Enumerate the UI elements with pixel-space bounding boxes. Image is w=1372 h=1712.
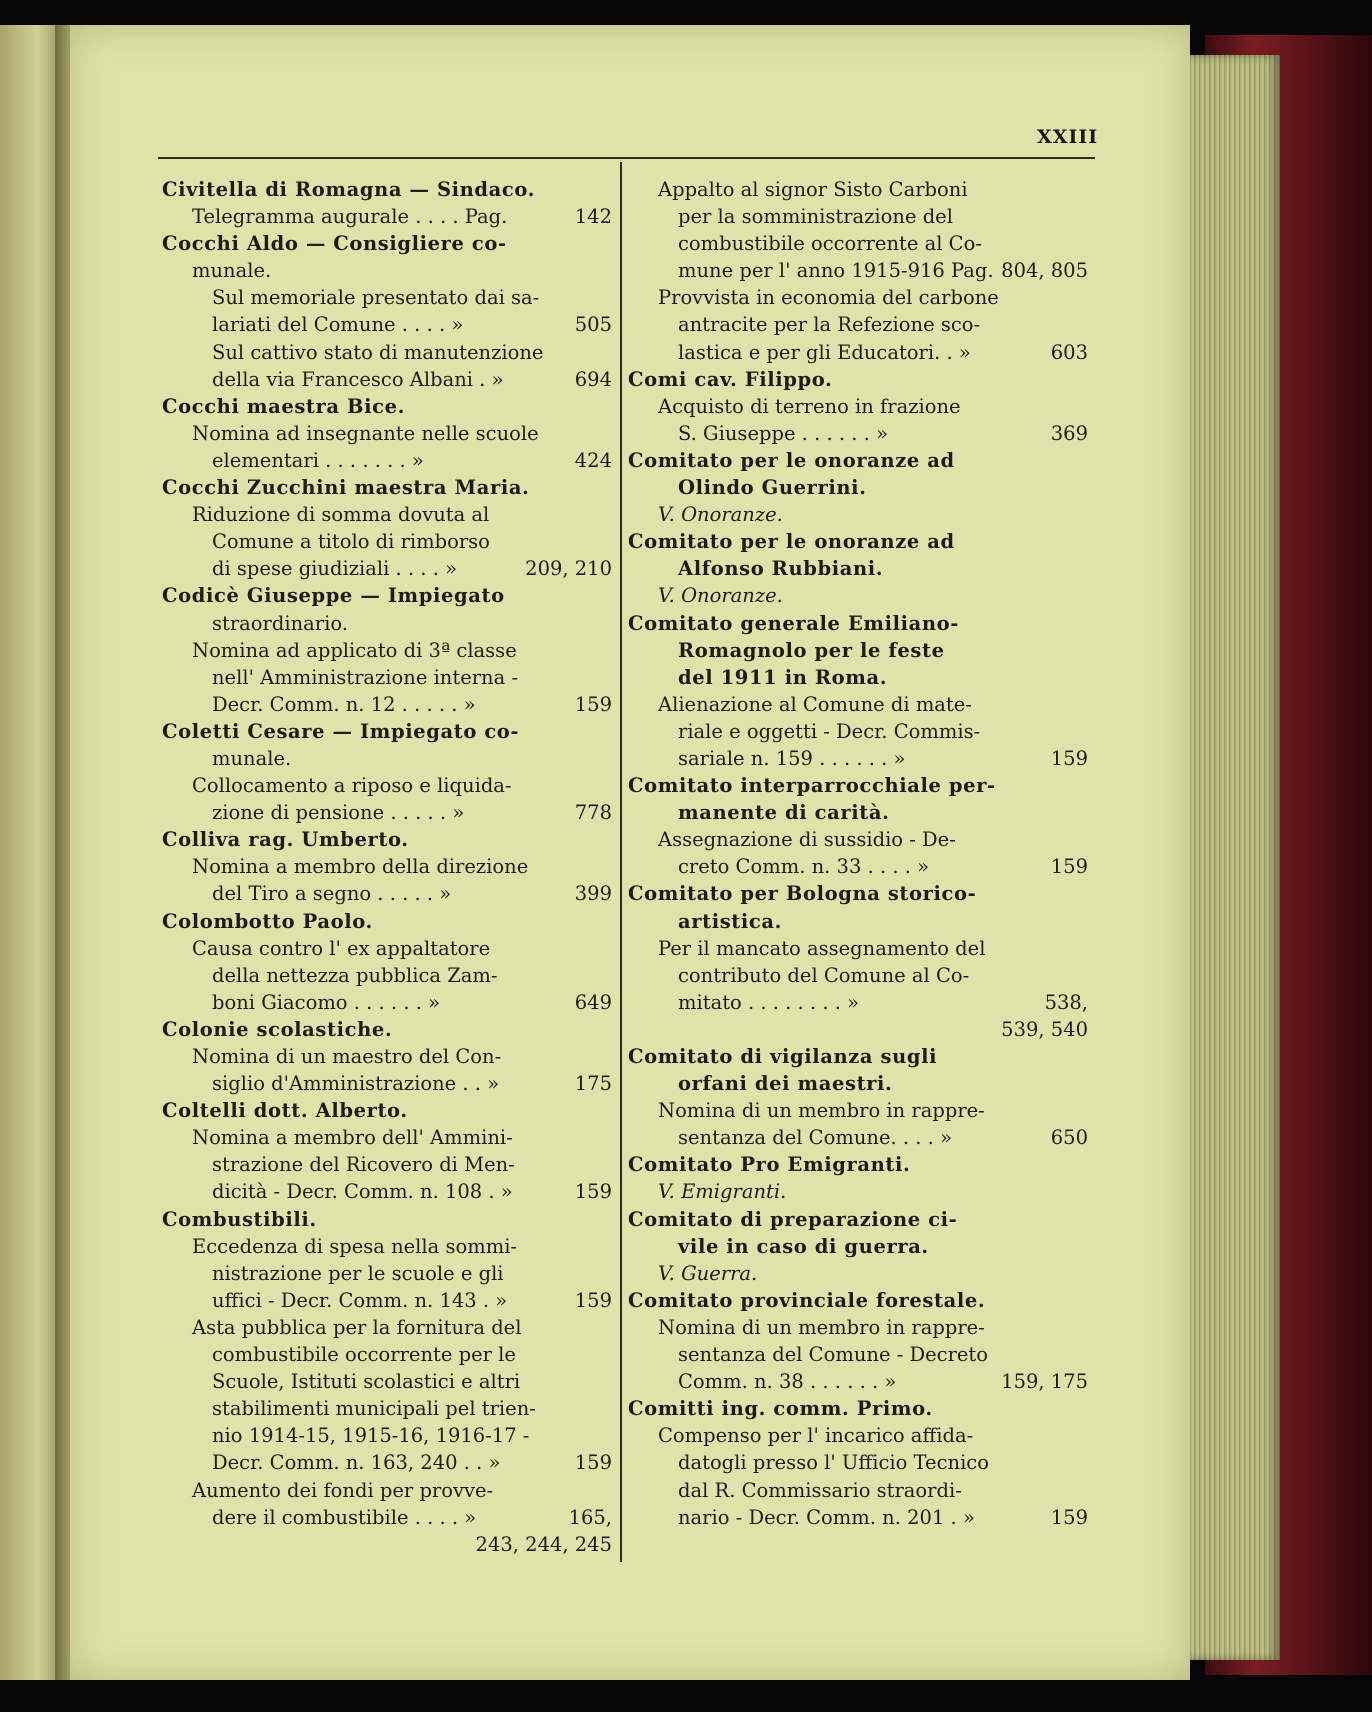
entry-text: della nettezza pubblica Zam-: [212, 963, 498, 987]
page-ref: 159: [1050, 746, 1088, 770]
entry-text: sentanza del Comune - Decreto: [678, 1343, 989, 1367]
entry-text: Colonie scolastiche.: [162, 1017, 393, 1041]
index-line: [628, 691, 1088, 718]
index-heading: [628, 1233, 1088, 1260]
index-heading: [162, 1206, 612, 1233]
page-number: XXIII: [1037, 126, 1099, 148]
entry-text: Asta pubblica per la fornitura del: [192, 1315, 522, 1339]
entry-text: Coletti Cesare — Impiegato co-: [162, 719, 520, 743]
page-ref: 165,: [568, 1505, 612, 1529]
entry-text: Comitato per le onoranze ad: [628, 448, 955, 472]
entry-text: Provvista in economia del carbone: [658, 286, 999, 310]
entry-text: Aumento dei fondi per provve-: [192, 1478, 494, 1502]
entry-text: zione di pensione . . . . . »: [212, 801, 465, 825]
page-ref: 159: [1050, 855, 1088, 879]
entry-text: sariale n. 159 . . . . . . »: [678, 746, 906, 770]
header-rule: [158, 157, 1095, 159]
index-line: [628, 1016, 1088, 1043]
index-heading: [162, 908, 612, 935]
entry-text: Acquisto di terreno in frazione: [658, 394, 961, 418]
index-line: [628, 1449, 1088, 1476]
entry-text: Sul cattivo stato di manutenzione: [212, 340, 544, 364]
index-heading: [162, 176, 612, 203]
index-line: [628, 393, 1088, 420]
index-heading: [162, 474, 612, 501]
index-line: [628, 1341, 1088, 1368]
index-line: [162, 1531, 612, 1558]
page-ref: 505: [574, 313, 612, 337]
index-heading: [628, 474, 1088, 501]
entry-text: riale e oggetti - Decr. Commis-: [678, 719, 981, 743]
entry-text: Coltelli dott. Alberto.: [162, 1099, 408, 1123]
entry-text: Decr. Comm. n. 163, 240 . . »: [212, 1451, 501, 1475]
index-line: [628, 1477, 1088, 1504]
entry-text: Olindo Guerrini.: [678, 476, 867, 500]
entry-text: Comitato di vigilanza sugli: [628, 1045, 938, 1068]
index-line: [628, 1368, 1088, 1395]
entry-text: V. Onoranze.: [658, 503, 783, 527]
page-ref: 159: [574, 692, 612, 716]
entry-text: combustibile occorrente al Co-: [678, 232, 982, 256]
index-line: [628, 311, 1088, 338]
entry-text: munale.: [192, 259, 272, 283]
index-line: [162, 339, 612, 366]
right-column: [628, 176, 1088, 1531]
index-line: [162, 1422, 612, 1449]
entry-text: nell' Amministrazione interna -: [212, 665, 519, 689]
entry-text: dere il combustibile . . . . »: [212, 1505, 477, 1529]
index-line: [628, 1097, 1088, 1124]
index-line: [162, 1449, 612, 1476]
entry-text: Appalto al signor Sisto Carboni: [658, 178, 968, 201]
entry-text: Comitato Pro Emigranti.: [628, 1153, 911, 1177]
entry-text: lariati del Comune . . . . »: [212, 313, 464, 337]
entry-text: Romagnolo per le feste: [678, 638, 945, 662]
index-line: [162, 447, 612, 474]
index-line: [162, 284, 612, 311]
index-heading: [628, 637, 1088, 664]
index-line: [628, 339, 1088, 366]
entry-text: Comitato interparrocchiale per-: [628, 774, 996, 798]
entry-text: V. Onoranze.: [658, 584, 783, 608]
entry-text: dicità - Decr. Comm. n. 108 . »: [212, 1180, 513, 1204]
index-line: [162, 1043, 612, 1070]
index-line: [628, 420, 1088, 447]
page-ref: 424: [574, 448, 612, 472]
index-heading: [628, 880, 1088, 907]
index-line: [628, 284, 1088, 311]
index-line: [162, 1070, 612, 1097]
entry-text: Nomina di un membro in rappre-: [658, 1315, 985, 1339]
page-ref: 159, 175: [1001, 1370, 1088, 1394]
index-heading: [162, 1016, 612, 1043]
entry-text: manente di carità.: [678, 801, 890, 825]
entry-text: nio 1914-15, 1915-16, 1916-17 -: [212, 1424, 530, 1448]
index-line: [628, 501, 1088, 528]
index-line: [628, 1178, 1088, 1205]
entry-text: Cocchi Zucchini maestra Maria.: [162, 476, 530, 500]
index-line: [162, 637, 612, 664]
index-line: [628, 1260, 1088, 1287]
entry-text: della via Francesco Albani . »: [212, 367, 504, 391]
entry-text: Combustibili.: [162, 1207, 317, 1231]
entry-text: sentanza del Comune. . . . »: [678, 1126, 953, 1150]
index-line: [162, 1477, 612, 1504]
index-heading: [628, 555, 1088, 582]
page-ref: 159: [574, 1288, 612, 1312]
entry-text: Decr. Comm. n. 12 . . . . . »: [212, 692, 476, 716]
index-heading: [628, 447, 1088, 474]
entry-text: straordinario.: [212, 611, 348, 635]
index-heading: [628, 799, 1088, 826]
entry-text: Colliva rag. Umberto.: [162, 828, 409, 852]
index-line: [162, 799, 612, 826]
entry-text: siglio d'Amministrazione . . »: [212, 1072, 500, 1096]
entry-text: Alienazione al Comune di mate-: [658, 692, 972, 716]
entry-text: Comm. n. 38 . . . . . . »: [678, 1370, 897, 1394]
index-line: [162, 745, 612, 772]
entry-text: elementari . . . . . . . »: [212, 448, 424, 472]
page-ref: 650: [1050, 1126, 1088, 1150]
entry-text: Nomina di un membro in rappre-: [658, 1099, 985, 1123]
index-line: [162, 772, 612, 799]
index-line: [162, 989, 612, 1016]
entry-text: Comi cav. Filippo.: [628, 367, 833, 391]
entry-text: del Tiro a segno . . . . . »: [212, 882, 452, 906]
index-line: [628, 1124, 1088, 1151]
page-ref: 538,: [1044, 990, 1088, 1014]
page-ref: 209, 210: [525, 557, 612, 581]
index-line: [162, 1287, 612, 1314]
index-line: [162, 366, 612, 393]
entry-text: combustibile occorrente per le: [212, 1343, 516, 1367]
index-line: [162, 420, 612, 447]
entry-text: antracite per la Refezione sco-: [678, 313, 981, 337]
index-line: [628, 935, 1088, 962]
entry-text: mune per l' anno 1915-916 Pag.: [678, 259, 994, 283]
page-ref: 159: [1050, 1505, 1088, 1529]
index-line: [162, 691, 612, 718]
entry-text: V. Guerra.: [658, 1261, 758, 1285]
index-line: [628, 1504, 1088, 1531]
entry-text: Alfonso Rubbiani.: [678, 557, 884, 581]
index-heading: [628, 772, 1088, 799]
entry-text: Comitato per le onoranze ad: [628, 530, 955, 554]
index-line: [162, 610, 612, 637]
entry-text: boni Giacomo . . . . . . »: [212, 990, 441, 1014]
index-line: [628, 1314, 1088, 1341]
index-line: [162, 1341, 612, 1368]
index-line: [628, 176, 1088, 203]
entry-text: Nomina a membro dell' Ammini-: [192, 1126, 513, 1150]
page-ref: 603: [1050, 340, 1088, 364]
entry-text: per la somministrazione del: [678, 205, 953, 229]
entry-text: Comitti ing. comm. Primo.: [628, 1397, 933, 1421]
page-ref: 142: [574, 205, 612, 229]
index-line: [628, 718, 1088, 745]
index-heading: [628, 610, 1088, 637]
index-line: [162, 962, 612, 989]
page-ref: 243, 244, 245: [475, 1532, 612, 1556]
index-line: [628, 745, 1088, 772]
page-ref: 539, 540: [1001, 1017, 1088, 1041]
index-line: [628, 1422, 1088, 1449]
index-line: [162, 1233, 612, 1260]
page-ref: 694: [574, 367, 612, 391]
index-line: [162, 1178, 612, 1205]
entry-text: Nomina ad applicato di 3ª classe: [192, 638, 517, 662]
column-divider: [620, 162, 622, 1562]
entry-text: di spese giudiziali . . . . »: [212, 557, 458, 581]
index-line: [162, 501, 612, 528]
page-edges: [1185, 55, 1280, 1660]
index-line: [162, 1395, 612, 1422]
index-line: [162, 1151, 612, 1178]
page-ref: 778: [574, 801, 612, 825]
entry-text: Cocchi Aldo — Consigliere co-: [162, 232, 507, 256]
page-ref: 175: [574, 1072, 612, 1096]
index-heading: [628, 1206, 1088, 1233]
entry-text: Comitato per Bologna storico-: [628, 882, 977, 906]
page-ref: 369: [1050, 421, 1088, 445]
index-line: [162, 1314, 612, 1341]
entry-text: nario - Decr. Comm. n. 201 . »: [678, 1505, 975, 1529]
index-line: [628, 989, 1088, 1016]
left-column: [162, 176, 612, 1558]
index-line: [628, 962, 1088, 989]
index-line: [162, 1124, 612, 1151]
entry-text: S. Giuseppe . . . . . . »: [678, 421, 888, 445]
entry-text: Sul memoriale presentato dai sa-: [212, 286, 540, 310]
entry-text: Scuole, Istituti scolastici e altri: [212, 1370, 521, 1394]
entry-text: Nomina di un maestro del Con-: [192, 1045, 502, 1068]
entry-text: vile in caso di guerra.: [678, 1234, 929, 1258]
index-heading: [162, 718, 612, 745]
entry-text: creto Comm. n. 33 . . . . »: [678, 855, 930, 879]
index-line: [628, 582, 1088, 609]
index-line: [162, 311, 612, 338]
entry-text: munale.: [212, 746, 292, 770]
index-heading: [162, 1097, 612, 1124]
index-line: [162, 853, 612, 880]
entry-text: artistica.: [678, 909, 783, 933]
entry-text: Nomina ad insegnante nelle scuole: [192, 421, 539, 445]
index-heading: [162, 393, 612, 420]
entry-text: Comune a titolo di rimborso: [212, 530, 490, 554]
index-heading: [628, 1070, 1088, 1097]
page-ref: 649: [574, 990, 612, 1014]
entry-text: datogli presso l' Ufficio Tecnico: [678, 1451, 989, 1475]
index-line: [628, 230, 1088, 257]
index-line: [628, 853, 1088, 880]
index-heading: [162, 582, 612, 609]
index-heading: [628, 1287, 1088, 1314]
index-heading: [628, 908, 1088, 935]
index-line: [162, 555, 612, 582]
entry-text: mitato . . . . . . . . »: [678, 990, 860, 1014]
entry-text: nistrazione per le scuole e gli: [212, 1261, 504, 1285]
entry-text: Colombotto Paolo.: [162, 909, 373, 933]
index-line: [162, 203, 612, 230]
index-line: [162, 1368, 612, 1395]
index-line: [162, 1260, 612, 1287]
index-line: [162, 664, 612, 691]
index-heading: [628, 1043, 1088, 1070]
index-heading: [628, 366, 1088, 393]
index-heading: [628, 664, 1088, 691]
entry-text: Comitato generale Emiliano-: [628, 611, 959, 635]
index-line: [162, 1504, 612, 1531]
page-ref: 159: [574, 1451, 612, 1475]
index-line: [628, 203, 1088, 230]
page-ref: 399: [574, 882, 612, 906]
entry-text: orfani dei maestri.: [678, 1072, 893, 1096]
entry-text: del 1911 in Roma.: [678, 665, 888, 689]
entry-text: Per il mancato assegnamento del: [658, 936, 986, 960]
entry-text: Eccedenza di spesa nella sommi-: [192, 1234, 518, 1258]
index-heading: [628, 528, 1088, 555]
entry-text: V. Emigranti.: [658, 1180, 787, 1204]
entry-text: Telegramma augurale . . . . Pag.: [192, 205, 508, 229]
entry-text: contributo del Comune al Co-: [678, 963, 970, 987]
entry-text: stabilimenti municipali pel trien-: [212, 1397, 536, 1421]
entry-text: Comitato provinciale forestale.: [628, 1288, 986, 1312]
index-line: [162, 880, 612, 907]
entry-text: Comitato di preparazione ci-: [628, 1207, 958, 1231]
entry-text: uffici - Decr. Comm. n. 143 . »: [212, 1288, 508, 1312]
index-heading: [628, 1395, 1088, 1422]
entry-text: strazione del Ricovero di Men-: [212, 1153, 515, 1177]
page-ref: 804, 805: [1001, 259, 1088, 283]
entry-text: Civitella di Romagna — Sindaco.: [162, 178, 536, 201]
index-heading: [162, 230, 612, 257]
left-page-edge: [0, 25, 62, 1680]
index-heading: [628, 1151, 1088, 1178]
entry-text: lastica e per gli Educatori. . »: [678, 340, 971, 364]
entry-text: Assegnazione di sussidio - De-: [658, 828, 956, 852]
entry-text: Collocamento a riposo e liquida-: [192, 774, 512, 798]
index-heading: [162, 826, 612, 853]
entry-text: Cocchi maestra Bice.: [162, 394, 405, 418]
index-line: [628, 257, 1088, 284]
index-line: [628, 826, 1088, 853]
page-ref: 159: [574, 1180, 612, 1204]
index-line: [162, 528, 612, 555]
index-line: [162, 935, 612, 962]
entry-text: Codicè Giuseppe — Impiegato: [162, 584, 505, 608]
entry-text: Causa contro l' ex appaltatore: [192, 936, 491, 960]
entry-text: Nomina a membro della direzione: [192, 855, 529, 879]
entry-text: dal R. Commissario straordi-: [678, 1478, 962, 1502]
index-line: [162, 257, 612, 284]
entry-text: Compenso per l' incarico affida-: [658, 1424, 974, 1448]
entry-text: Riduzione di somma dovuta al: [192, 503, 490, 527]
